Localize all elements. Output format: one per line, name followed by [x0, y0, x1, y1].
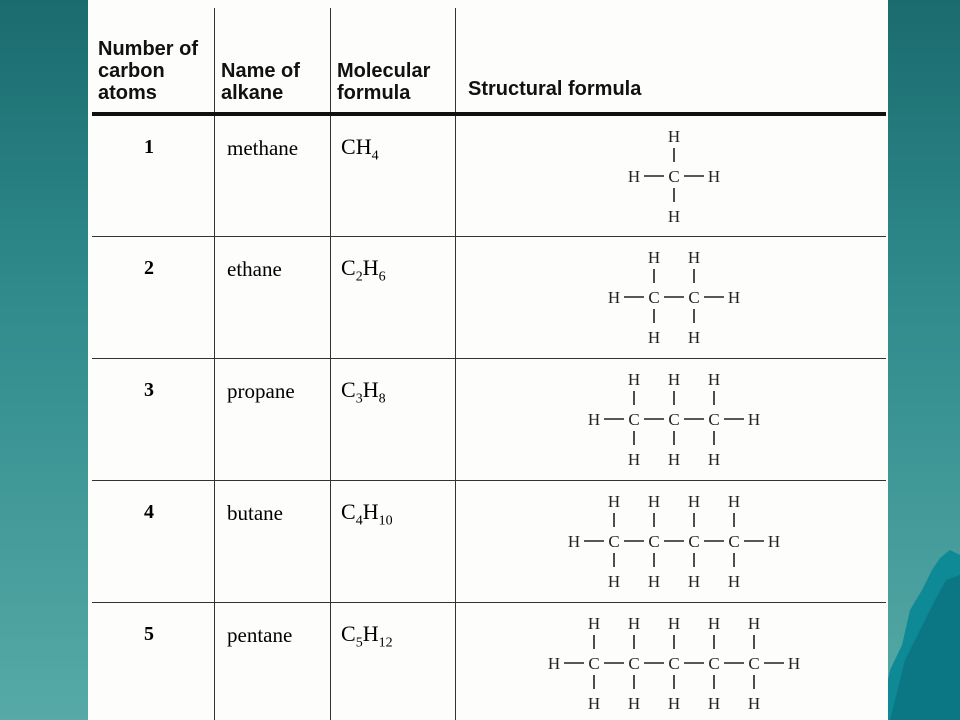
molecular-formula-cell [331, 114, 456, 236]
carbon-atom: C [588, 653, 600, 673]
hydrogen-atom: H [647, 327, 661, 347]
hydrogen-atom: H [667, 369, 681, 389]
molecular-formula-cell [331, 236, 456, 358]
hydrogen-atom: H [687, 571, 701, 591]
molecular-formula [331, 359, 455, 407]
hydrogen-atom: H [627, 613, 641, 633]
hydrogen-atom: H [687, 247, 701, 267]
formula-h: H [362, 498, 379, 524]
carbon-atom: C [648, 287, 660, 307]
carbon-count-cell [92, 480, 215, 602]
table-row [92, 114, 886, 236]
carbon-atom: C [648, 531, 660, 551]
hydrogen-atom: H [707, 613, 721, 633]
formula-h: H [362, 254, 379, 280]
formula-hsub: 12 [378, 634, 393, 650]
alkane-name-cell [215, 114, 331, 236]
hydrogen-atom: H [607, 491, 621, 511]
mountain-decoration [880, 550, 960, 720]
carbon-atom: C [628, 409, 640, 429]
hydrogen-atom: H [587, 409, 601, 429]
structural-formula-cell [456, 358, 887, 480]
hydrogen-atom: H [647, 247, 661, 267]
alkane-name-cell [215, 602, 331, 720]
header-structural-formula: Structural formula [456, 8, 887, 114]
carbon-count-cell [92, 358, 215, 480]
formula-hsub: 8 [378, 390, 386, 406]
alkane-table [92, 8, 886, 720]
formula-csub: 4 [355, 512, 363, 528]
carbon-atom: C [748, 653, 760, 673]
header-number-of-carbon-atoms: Number of carbon atoms [92, 8, 215, 114]
formula-hsub: 6 [378, 268, 386, 284]
table-header-row [92, 8, 886, 114]
structural-formula-diagram [456, 481, 876, 601]
structural-formula-cell [456, 480, 887, 602]
formula-c: C [341, 620, 356, 646]
formula-h: H [355, 134, 372, 159]
hydrogen-atom: H [667, 613, 681, 633]
table-row [92, 480, 886, 602]
carbon-atom: C [728, 531, 740, 551]
hydrogen-atom: H [727, 491, 741, 511]
carbon-atom: C [708, 653, 720, 673]
structural-formula-diagram [456, 116, 876, 236]
hydrogen-atom: H [747, 613, 761, 633]
formula-csub: 5 [355, 634, 363, 650]
header-molecular-formula: Molecular formula [331, 8, 456, 114]
formula-c: C [341, 376, 356, 402]
hydrogen-atom: H [627, 369, 641, 389]
hydrogen-atom: H [707, 167, 721, 186]
hydrogen-atom: H [627, 693, 641, 713]
hydrogen-atom: H [747, 409, 761, 429]
structural-formula-diagram [456, 359, 876, 479]
hydrogen-atom: H [787, 653, 801, 673]
hydrogen-atom: H [587, 693, 601, 713]
formula-c: C [341, 254, 356, 280]
hydrogen-atom: H [667, 127, 681, 146]
hydrogen-atom: H [547, 653, 561, 673]
molecular-formula [331, 116, 455, 164]
hydrogen-atom: H [707, 449, 721, 469]
hydrogen-atom: H [667, 207, 681, 226]
carbon-atom: C [668, 653, 680, 673]
hydrogen-atom: H [647, 491, 661, 511]
molecular-formula-cell [331, 480, 456, 602]
carbon-count: 2 [144, 256, 154, 279]
table-row [92, 602, 886, 720]
hydrogen-atom: H [747, 693, 761, 713]
hydrogen-atom: H [667, 449, 681, 469]
carbon-count: 3 [144, 378, 154, 401]
molecular-formula [331, 481, 455, 529]
structural-formula-cell [456, 236, 887, 358]
hydrogen-atom: H [687, 327, 701, 347]
hydrogen-atom: H [707, 693, 721, 713]
structural-formula-cell [456, 602, 887, 720]
hydrogen-atom: H [727, 287, 741, 307]
structural-formula-diagram [456, 603, 876, 720]
carbon-count-cell [92, 236, 215, 358]
carbon-atom: C [688, 287, 700, 307]
formula-hsub: 4 [371, 148, 379, 164]
table-row [92, 236, 886, 358]
hydrogen-atom: H [567, 531, 581, 551]
table-row [92, 358, 886, 480]
formula-hsub: 10 [378, 512, 393, 528]
hydrogen-atom: H [607, 287, 621, 307]
alkane-name-cell [215, 236, 331, 358]
hydrogen-atom: H [627, 167, 641, 186]
hydrogen-atom: H [607, 571, 621, 591]
carbon-count: 1 [144, 136, 154, 158]
alkane-name: propane [227, 378, 295, 403]
formula-csub: 3 [355, 390, 363, 406]
carbon-atom: C [628, 653, 640, 673]
structural-formula-cell [456, 114, 887, 236]
carbon-count-cell [92, 114, 215, 236]
alkane-name: butane [227, 500, 283, 525]
carbon-count: 4 [144, 500, 154, 523]
structural-formula-diagram [456, 237, 876, 357]
alkane-name: pentane [227, 622, 293, 647]
hydrogen-atom: H [707, 369, 721, 389]
header-name-of-alkane: Name of alkane [215, 8, 331, 114]
alkane-name-cell [215, 358, 331, 480]
carbon-atom: C [668, 409, 680, 429]
hydrogen-atom: H [767, 531, 781, 551]
hydrogen-atom: H [587, 613, 601, 633]
carbon-atom: C [668, 167, 680, 186]
molecular-formula [331, 603, 455, 651]
formula-csub: 2 [355, 268, 363, 284]
alkane-name: ethane [227, 256, 282, 281]
molecular-formula [331, 237, 455, 285]
formula-c: C [341, 134, 356, 159]
molecular-formula-cell [331, 602, 456, 720]
formula-h: H [362, 376, 379, 402]
carbon-atom: C [688, 531, 700, 551]
carbon-count: 5 [144, 622, 154, 645]
hydrogen-atom: H [667, 693, 681, 713]
carbon-atom: C [608, 531, 620, 551]
carbon-count-cell [92, 602, 215, 720]
hydrogen-atom: H [687, 491, 701, 511]
molecular-formula-cell [331, 358, 456, 480]
alkane-table-sheet [88, 0, 888, 720]
alkane-name-cell [215, 480, 331, 602]
alkane-name: methane [227, 136, 299, 160]
hydrogen-atom: H [647, 571, 661, 591]
carbon-atom: C [708, 409, 720, 429]
formula-h: H [362, 620, 379, 646]
hydrogen-atom: H [727, 571, 741, 591]
formula-c: C [341, 498, 356, 524]
hydrogen-atom: H [627, 449, 641, 469]
